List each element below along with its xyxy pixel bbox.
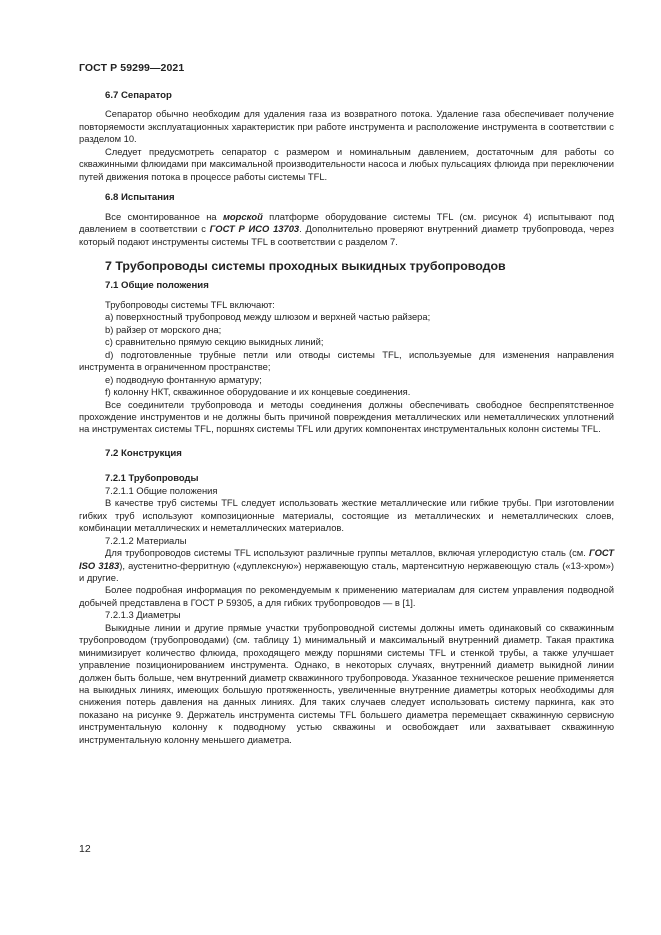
section-7-2-1-3-heading: 7.2.1.3 Диаметры bbox=[105, 609, 181, 621]
page-number: 12 bbox=[79, 843, 91, 855]
section-7-1-intro: Трубопроводы системы TFL включают: bbox=[105, 298, 275, 310]
standard-reference: ГОСТ ISO 3183 bbox=[79, 547, 614, 571]
text-run: Для трубопроводов системы TFL используют различные группы металлов, включая углеродистую сталь (см. bbox=[105, 547, 589, 559]
text-run: . Дополнительно проверяют внутренний диаметр трубопровода, через который подают инструменты системы TFL в соответствии с разделом 7. bbox=[79, 223, 614, 247]
section-6-7-paragraph-1: Сепаратор обычно необходим для удаления газа из возвратного потока. Удаление газа обеспечивает получение повторяемости эксплуатационных характеристик при работе инструмента и расположение инструмента в соответствии с разделом 10. bbox=[79, 108, 614, 145]
list-item: d) подготовленные трубные петли или отводы системы TFL, используемые для изменения направления инструмента в ограниченном пространстве; bbox=[79, 348, 614, 373]
list-item: f) колонну НКТ, скважинное оборудование и их концевые соединения. bbox=[105, 386, 411, 398]
section-7-2-1-2-paragraph-2: Более подробная информация по рекомендуемым к применению материалам для систем управления подводной добычей представлена в ГОСТ Р 59305, а для гибких трубопроводов — в [1]. bbox=[79, 584, 614, 608]
list-item: е) подводную фонтанную арматуру; bbox=[105, 373, 262, 385]
section-7-2-1-heading: 7.2.1 Трубопроводы bbox=[105, 472, 199, 484]
section-6-7-paragraph-2: Следует предусмотреть сепаратор с размером и номинальным давлением, достаточным для работы со скважинными флюидами при максимальной производительности насоса и любых пульсациях флюида при переключении путей движения потока в процессе работы системы TFL. bbox=[79, 145, 614, 182]
emphasis-offshore: морской bbox=[223, 210, 263, 222]
section-7-2-heading: 7.2 Конструкция bbox=[105, 447, 182, 459]
section-7-2-1-1-paragraph: В качестве труб системы TFL следует использовать жесткие металлические или гибкие трубы. При изготовлении гибких труб используют композиционные материалы, состоящие из металлических и неметаллических слоев, комбинации металлических и неметаллических материалов. bbox=[79, 497, 614, 534]
section-7-1-paragraph: Все соединители трубопровода и методы соединения должны обеспечивать свободное беспрепятственное прохождение инструментов и не должны быть причиной повреждения металлических или неметаллических уплотнений на инструментах системы TFL, поршнях системы TFL или других компонентах инструментальных колонн системы TFL. bbox=[79, 398, 614, 435]
document-code-header: ГОСТ Р 59299—2021 bbox=[79, 62, 185, 74]
section-7-2-1-3-paragraph: Выкидные линии и другие прямые участки трубопроводной системы должны иметь одинаковый со скважинным трубопроводом (трубопроводами) (см. таблицу 1) минимальный и максимальный внутренний диаметр. Такая практика минимизирует количество флюида, проходящего между поршнями системы TFL и стенкой трубы, а также улучшает управление позиционированием инструмента. Однако, в некоторых случаях, внутренний диаметр выкидной линии должен быть больше, чем внутренний диаметр скважинного трубопровода. Указанное техническое решение применяется на выкидных линиях, имеющих большую протяженность, увеличенные внутренние диаметры которых необходимы для снижения потерь давления на данных линиях. Для таких случаев следует использовать систему паркинга, как это показано на рисунке 9. Держатель инструмента системы TFL большего диаметра перемещает скважинную сервисную инструментальную колонну к подводному устью скважины и освобождает или захватывает скважинную инструментальную колонну меньшего диаметра. bbox=[79, 621, 614, 745]
section-6-8-paragraph bbox=[79, 211, 614, 248]
text-run: платформе оборудование системы TFL (см. рисунок 4) испытывают под давлением в соответствии с bbox=[79, 210, 614, 235]
text-run: ), аустенитно-ферритную («дуплексную») нержавеющую сталь, мартенситную нержавеющую сталь («13-хром») и другие. bbox=[79, 559, 614, 583]
page-content bbox=[79, 90, 614, 746]
section-7-heading: 7 Трубопроводы системы проходных выкидных трубопроводов bbox=[105, 258, 506, 273]
text-run: Все смонтированное на bbox=[105, 210, 223, 222]
section-6-7-heading: 6.7 Сепаратор bbox=[105, 90, 172, 101]
section-7-2-1-1-heading: 7.2.1.1 Общие положения bbox=[105, 484, 218, 496]
list-item: b) райзер от морского дна; bbox=[105, 323, 222, 335]
section-7-2-1-2-paragraph-1 bbox=[79, 547, 614, 584]
section-7-2-1-2-heading: 7.2.1.2 Материалы bbox=[105, 534, 187, 546]
section-7-1-heading: 7.1 Общие положения bbox=[105, 280, 209, 292]
section-6-8-heading: 6.8 Испытания bbox=[105, 192, 175, 204]
list-item: а) поверхностный трубопровод между шлюзом и верхней частью райзера; bbox=[105, 311, 431, 323]
list-item: с) сравнительно прямую секцию выкидных линий; bbox=[105, 336, 324, 348]
standard-reference: ГОСТ Р ИСО 13703 bbox=[209, 223, 300, 235]
